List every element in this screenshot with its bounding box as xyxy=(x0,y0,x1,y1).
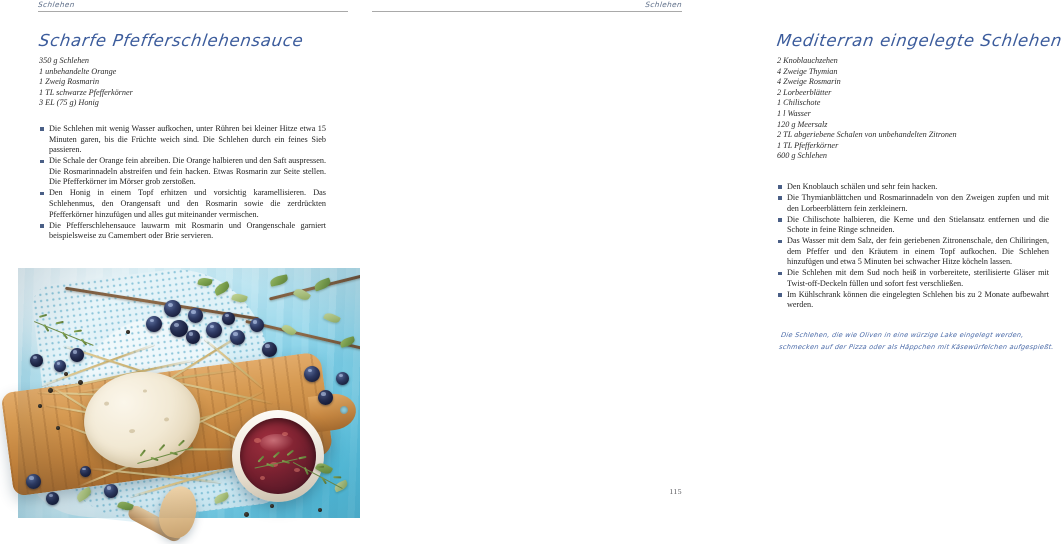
step-item: Im Kühlschrank können die eingelegten Schlehen bis zu 2 Monate aufbewahrt werden. xyxy=(777,290,1049,311)
running-head-right: Schlehen xyxy=(644,0,683,9)
step-item: Die Schale der Orange fein abreiben. Die Orange halbieren und den Saft auspressen. Die Rosmarinnadeln abstreifen und fein hacken. Etwas Rosmarin zur Seite stellen. Die Pfefferkörner im Mörser grob zerstoßen. xyxy=(39,156,326,188)
ingredient-item: 1 TL schwarze Pfefferkörner xyxy=(39,87,133,97)
ingredient-item: 1 TL Pfefferkörner xyxy=(777,140,839,150)
ingredient-item: 1 l Wasser xyxy=(777,108,811,118)
step-item: Den Honig in einem Topf erhitzen und vorsichtig karamellisieren. Das Schlehenmus, den Orangensaft und den Rosmarin sowie die zerdrückten Pfefferkörner hinzufügen und alles gut miteinander vermischen. xyxy=(39,188,326,220)
ingredient-list-left xyxy=(39,56,289,109)
ingredient-list-right xyxy=(777,56,1047,162)
right-page xyxy=(360,0,1064,518)
recipe-title-right: Mediterran eingelegte Schlehen xyxy=(775,31,1064,50)
step-item: Die Schlehen mit wenig Wasser aufkochen, unter Rühren bei kleiner Hitze etwa 15 Minuten garen, bis die Früchte weich sind. Die Schlehen durch ein feines Sieb passieren. xyxy=(39,124,326,156)
ingredient-item: 2 Lorbeerblätter xyxy=(777,87,832,97)
ingredient-item: 2 TL abgeriebene Schalen von unbehandelten Zitronen xyxy=(777,130,957,140)
header-rule-right xyxy=(372,11,682,12)
step-list-right xyxy=(777,182,1049,311)
step-item: Das Wasser mit dem Salz, der fein geriebenen Zitronenschale, den Chiliringen, dem Pfeffer und den Kräutern in einem Topf aufkochen. Die Schlehen hinzufügen und etwa 5 Minuten bei schwacher Hitze köcheln lassen. xyxy=(777,236,1049,268)
page-number: 115 xyxy=(669,487,682,496)
step-list-left xyxy=(39,124,326,242)
step-item: Die Pfefferschlehensauce lauwarm mit Rosmarin und Orangenschale garniert beispielsweise zu Camembert oder Brie servieren. xyxy=(39,221,326,242)
right-running-head-area xyxy=(360,0,720,22)
running-head-left: Schlehen xyxy=(37,0,76,9)
step-item: Den Knoblauch schälen und sehr fein hacken. xyxy=(777,182,1049,193)
recipe-title-left: Scharfe Pfefferschlehensauce xyxy=(37,31,305,50)
ingredient-item: 1 Zweig Rosmarin xyxy=(39,77,100,87)
ingredient-item: 600 g Schlehen xyxy=(777,151,828,161)
ingredient-item: 1 Chilischote xyxy=(777,98,821,108)
ingredient-item: 4 Zweige Thymian xyxy=(777,66,838,76)
step-item: Die Thymianblättchen und Rosmarinnadeln von den Zweigen zupfen und mit den Lorbeerblättern fein zerkleinern. xyxy=(777,193,1049,214)
handwritten-tip-note: Die Schlehen, die wie Oliven in eine würzige Lake eingelegt werden, schmecken auf der Pizza oder als Häppchen mit Käsewürfelchen aufgespießt. xyxy=(778,331,1055,351)
header-rule-left xyxy=(38,11,348,12)
photo-vignette xyxy=(18,268,362,518)
ingredient-item: 350 g Schlehen xyxy=(39,56,90,65)
left-page xyxy=(0,0,360,518)
left-running-head-area xyxy=(0,0,360,22)
recipe-photo xyxy=(18,268,362,518)
ingredient-item: 3 EL (75 g) Honig xyxy=(39,98,99,108)
step-item: Die Schlehen mit dem Sud noch heiß in vorbereitete, sterilisierte Gläser mit Twist-off-Deckeln füllen und sofort fest verschließen. xyxy=(777,268,1049,289)
step-item: Die Chilischote halbieren, die Kerne und den Stielansatz entfernen und die Schote in feine Ringe schneiden. xyxy=(777,215,1049,236)
ingredient-item: 4 Zweige Rosmarin xyxy=(777,77,841,87)
ingredient-item: 120 g Meersalz xyxy=(777,119,828,129)
ingredient-item: 2 Knoblauchzehen xyxy=(777,56,838,65)
ingredient-item: 1 unbehandelte Orange xyxy=(39,66,117,76)
